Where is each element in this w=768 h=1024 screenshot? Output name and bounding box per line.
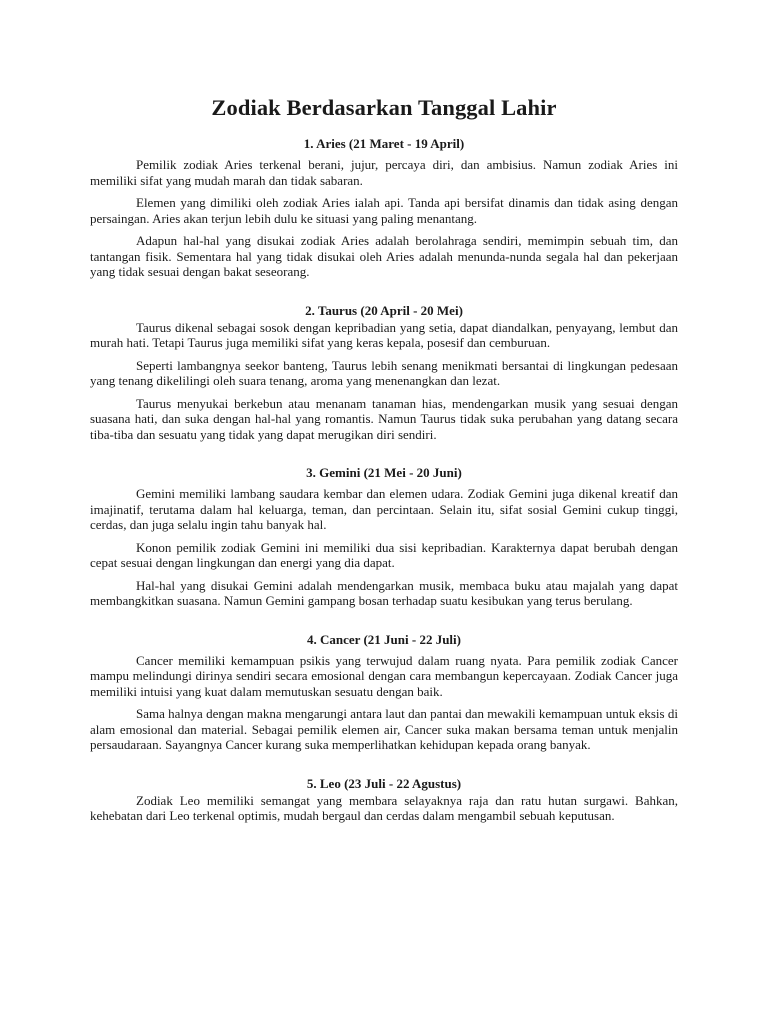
- paragraph: Adapun hal-hal yang disukai zodiak Aries adalah berolahraga sendiri, memimpin sebuah tim, dan tantangan fisik. Sementara hal yang tidak disukai oleh Aries adalah menunda-nunda segala hal dan pekerjaan yang tidak sesuai dengan bakat seseorang.: [90, 233, 678, 279]
- section-leo: [90, 776, 678, 824]
- paragraph: Taurus menyukai berkebun atau menanam tanaman hias, mendengarkan musik yang sesuai dengan suasana hati, dan suka dengan hal-hal yang romantis. Namun Taurus tidak suka perubahan yang datang secara tiba-tiba dan sesuatu yang tidak yang dapat merugikan diri sendiri.: [90, 395, 678, 442]
- section-taurus: [90, 303, 678, 443]
- paragraph: Gemini memiliki lambang saudara kembar dan elemen udara. Zodiak Gemini juga dikenal kreatif dan imajinatif, terutama dalam hal keluarga, teman, dan percintaan. Selain itu, sifat sosial Gemini cukup tinggi, cerdas, dan juga selalu ingin tahu banyak hal.: [90, 486, 678, 532]
- paragraph: Elemen yang dimiliki oleh zodiak Aries ialah api. Tanda api bersifat dinamis dan tidak asing dengan persaingan. Aries akan terjun lebih dulu ke situasi yang paling menantang.: [90, 195, 678, 226]
- paragraph: Taurus dikenal sebagai sosok dengan kepribadian yang setia, dapat diandalkan, penyayang, lembut dan murah hati. Tetapi Taurus juga memiliki sifat yang keras kepala, posesif dan cemburuan.: [90, 319, 678, 350]
- section-aries: [90, 136, 678, 280]
- section-heading: 2. Taurus (20 April - 20 Mei): [305, 302, 463, 318]
- section-cancer: [90, 632, 678, 753]
- paragraph: Cancer memiliki kemampuan psikis yang terwujud dalam ruang nyata. Para pemilik zodiak Cancer mampu melindungi dirinya sendiri secara emosional dengan cara membangun kepercayaan. Zodiak Cancer juga memiliki intuisi yang kuat dalam memutuskan sesuatu dengan baik.: [90, 652, 678, 699]
- paragraph: Seperti lambangnya seekor banteng, Taurus lebih senang menikmati bersantai di lingkungan pedesaan yang tenang dikelilingi oleh suara tenang, aroma yang menenangkan dan lezat.: [90, 357, 678, 388]
- section-heading: 4. Cancer (21 Juni - 22 Juli): [307, 631, 461, 647]
- paragraph: Sama halnya dengan makna mengarungi antara laut dan pantai dan mewakili kemampuan untuk eksis di alam emosional dan material. Sebagai pemilik elemen air, Cancer suka makan bersama teman untuk menjalin persaudaraan. Sayangnya Cancer kurang suka memperlihatkan kehidupan kepada orang banyak.: [90, 706, 678, 752]
- section-heading: 5. Leo (23 Juli - 22 Agustus): [306, 775, 462, 791]
- document-title: Zodiak Berdasarkan Tanggal Lahir: [211, 95, 557, 120]
- paragraph: Zodiak Leo memiliki semangat yang membara selayaknya raja dan ratu hutan surgawi. Bahkan, kehebatan dari Leo terkenal optimis, mudah bergaul dan cerdas dalam mengambil sebuah keputusan.: [90, 792, 678, 823]
- paragraph: Hal-hal yang disukai Gemini adalah mendengarkan musik, membaca buku atau majalah yang dapat membangkitkan suasana. Namun Gemini gampang bosan terhadap suatu kesibukan yang terus berulang.: [90, 577, 678, 608]
- section-gemini: [90, 465, 678, 609]
- paragraph: Konon pemilik zodiak Gemini ini memiliki dua sisi kepribadian. Karakternya dapat berubah dengan cepat sesuai dengan lingkungan dan energi yang dia dapat.: [90, 539, 678, 570]
- paragraph: Pemilik zodiak Aries terkenal berani, jujur, percaya diri, dan ambisius. Namun zodiak Aries ini memiliki sifat yang mudah marah dan tidak sabaran.: [90, 157, 678, 188]
- section-heading: 1. Aries (21 Maret - 19 April): [303, 136, 465, 151]
- section-heading: 3. Gemini (21 Mei - 20 Juni): [306, 465, 462, 480]
